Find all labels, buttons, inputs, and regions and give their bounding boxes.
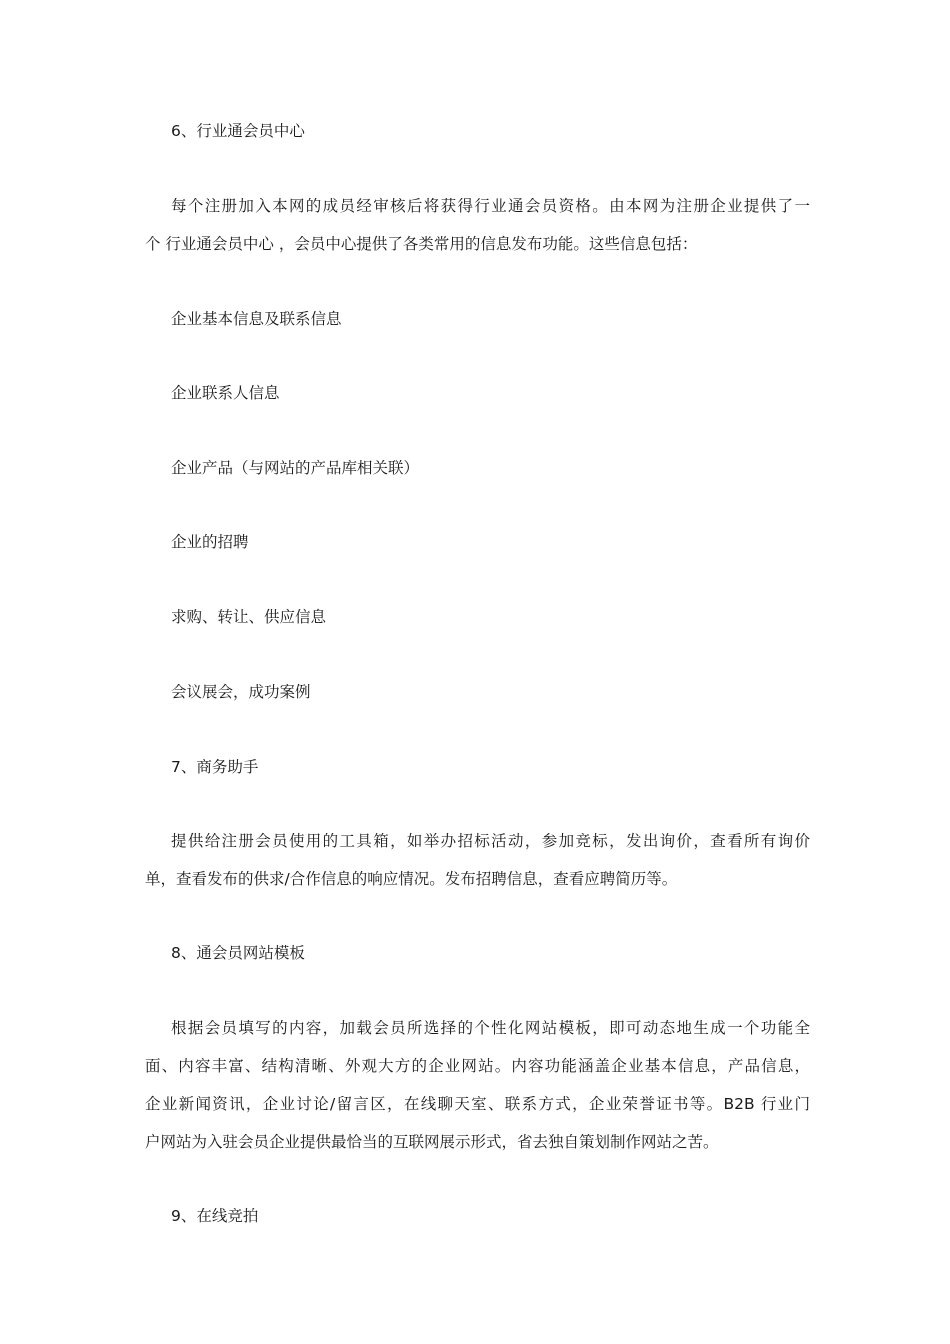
section-9-heading: 9、在线竞拍 bbox=[171, 1207, 259, 1225]
list-item: 会议展会，成功案例 bbox=[171, 683, 311, 701]
section-7-paragraph-line-1: 提供给注册会员使用的工具箱，如举办招标活动，参加竞标，发出询价，查看所有询价 bbox=[171, 832, 810, 850]
section-6-paragraph-line-1: 每个注册加入本网的成员经审核后将获得行业通会员资格。由本网为注册企业提供了一 bbox=[171, 197, 810, 215]
section-8-paragraph-line-2: 面、内容丰富、结构清晰、外观大方的企业网站。内容功能涵盖企业基本信息，产品信息， bbox=[145, 1057, 810, 1075]
section-7-heading: 7、商务助手 bbox=[171, 758, 259, 776]
section-6-heading: 6、行业通会员中心 bbox=[171, 122, 305, 140]
section-8-paragraph-line-3: 企业新闻资讯，企业讨论/留言区，在线聊天室、联系方式，企业荣誉证书等。B2B 行业门 bbox=[145, 1095, 810, 1113]
list-item: 企业联系人信息 bbox=[171, 384, 280, 402]
list-item: 企业的招聘 bbox=[171, 533, 249, 551]
section-8-paragraph-line-1: 根据会员填写的内容，加载会员所选择的个性化网站模板，即可动态地生成一个功能全 bbox=[171, 1019, 810, 1037]
section-7-paragraph-line-2: 单，查看发布的供求/合作信息的响应情况。发布招聘信息，查看应聘简历等。 bbox=[145, 870, 678, 888]
list-item: 企业产品（与网站的产品库相关联） bbox=[171, 459, 420, 477]
section-8-paragraph-line-4: 户网站为入驻会员企业提供最恰当的互联网展示形式，省去独自策划制作网站之苦。 bbox=[145, 1133, 719, 1151]
section-8-heading: 8、通会员网站模板 bbox=[171, 944, 305, 962]
list-item: 企业基本信息及联系信息 bbox=[171, 310, 342, 328]
list-item: 求购、转让、供应信息 bbox=[171, 608, 327, 626]
section-6-paragraph-line-2: 个 行业通会员中心 ，会员中心提供了各类常用的信息发布功能。这些信息包括： bbox=[145, 235, 698, 253]
